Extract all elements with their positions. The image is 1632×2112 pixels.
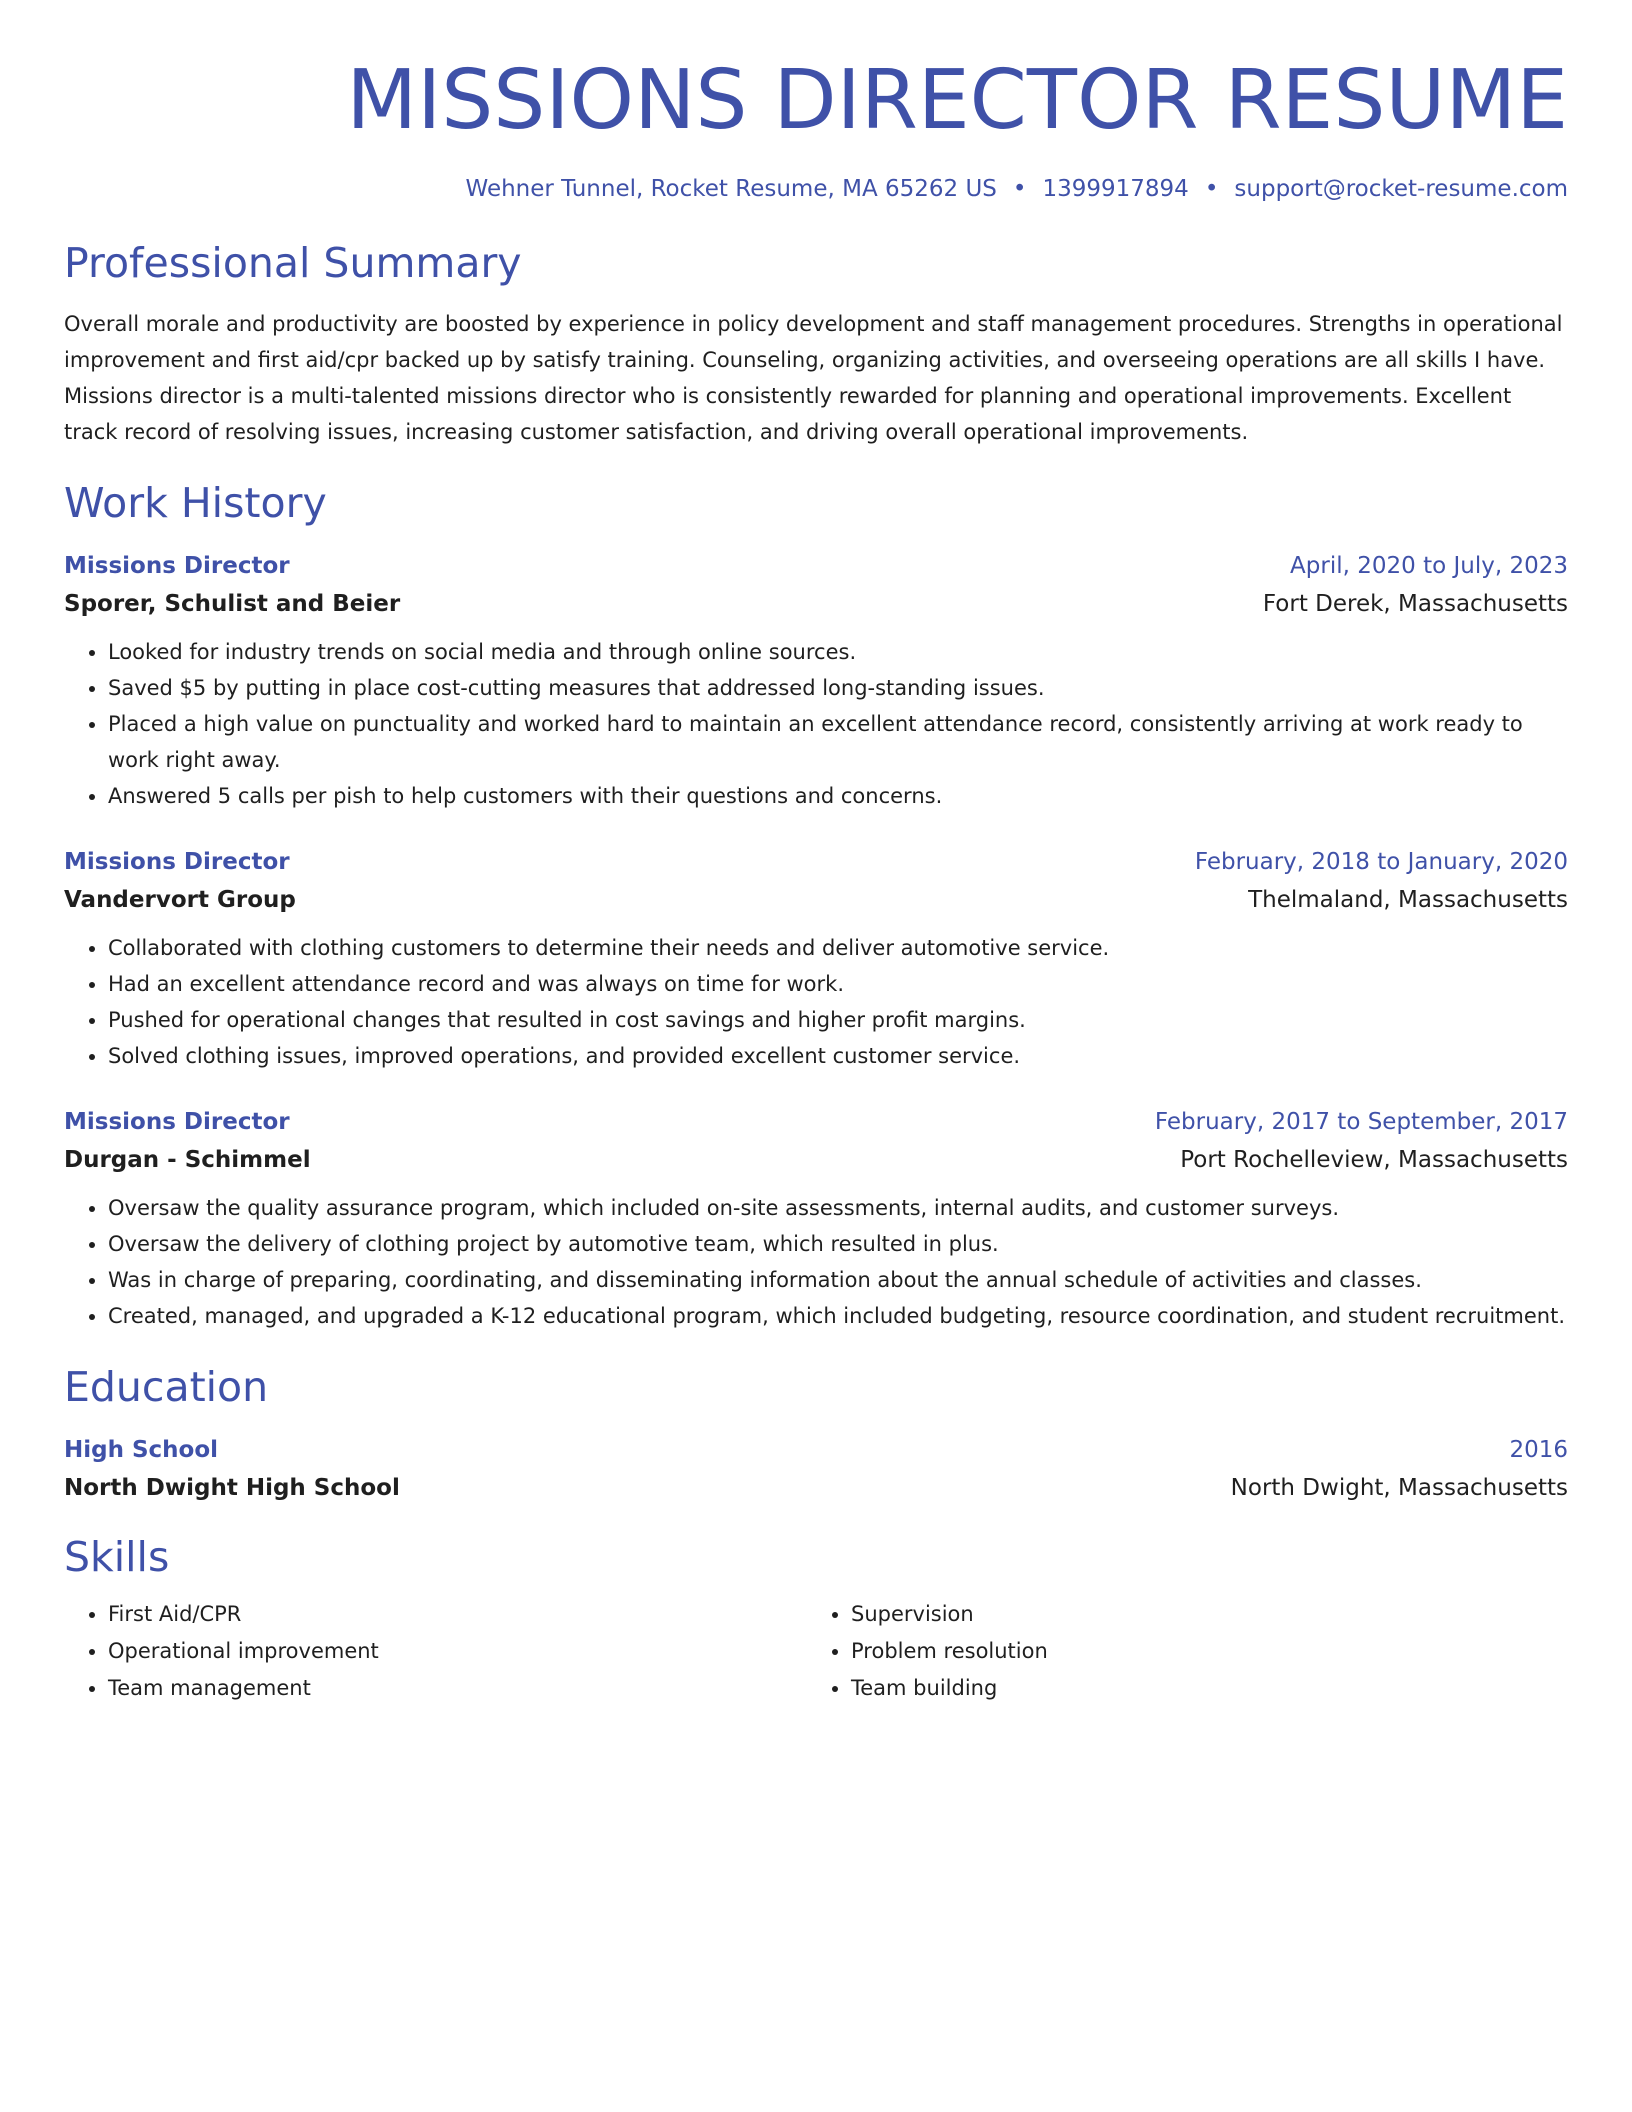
skill-item: • Operational improvement — [108, 1633, 807, 1670]
job-dates: April, 2020 to July, 2023 — [1290, 553, 1568, 579]
job-entry — [64, 548, 1568, 814]
summary-heading: Professional Summary — [64, 239, 522, 287]
job-dates: February, 2018 to January, 2020 — [1194, 849, 1568, 875]
job-bullet: • Answered 5 calls per pish to help customers with their questions and concerns. — [108, 778, 1568, 814]
job-entry — [64, 1104, 1568, 1334]
job-bullet: • Had an excellent attendance record and was always on time for work. — [108, 966, 1568, 1002]
summary-text: Overall morale and productivity are boosted by experience in policy development and staff management procedures. Strengths in operational improvement and first aid/cpr backed up by satisfy training. Counseling, organizing activities, and overseeing operations are all skills I have. Missions director is a multi-talented missions director who is consistently rewarded for planning and operational improvements. Excellent track record of resolving issues, increasing customer satisfaction, and driving overall operational improvements. — [64, 312, 1563, 444]
contact-phone: 1399917894 — [1042, 176, 1189, 202]
job-bullet: • Pushed for operational changes that resulted in cost savings and higher profit margins. — [108, 1002, 1568, 1038]
work-history-heading: Work History — [64, 479, 327, 527]
skill-item: • Team management — [108, 1670, 807, 1707]
skills-heading: Skills — [64, 1533, 170, 1581]
contact-email: support@rocket-resume.com — [1234, 176, 1568, 202]
job-bullet: • Oversaw the delivery of clothing project by automotive team, which resulted in plus. — [108, 1226, 1568, 1262]
resume-title: MISSIONS DIRECTOR RESUME — [346, 53, 1568, 148]
education-location: North Dwight, Massachusetts — [1230, 1475, 1568, 1501]
job-location: Fort Derek, Massachusetts — [1262, 591, 1568, 617]
contact-separator: • — [1204, 176, 1219, 202]
skill-item: • Problem resolution — [851, 1633, 1551, 1670]
job-bullets — [64, 930, 1568, 1074]
job-bullets — [64, 634, 1568, 814]
education-heading: Education — [64, 1363, 269, 1411]
skill-item: • Supervision — [851, 1596, 1551, 1633]
job-bullet: • Solved clothing issues, improved operations, and provided excellent customer service. — [108, 1038, 1568, 1074]
education-school: North Dwight High School — [64, 1475, 400, 1501]
job-location: Thelmaland, Massachusetts — [1248, 887, 1568, 913]
job-bullet: • Collaborated with clothing customers to determine their needs and deliver automotive service. — [108, 930, 1568, 966]
education-degree: High School — [64, 1437, 219, 1463]
job-bullet: • Looked for industry trends on social media and through online sources. — [108, 634, 1568, 670]
job-bullet: • Was in charge of preparing, coordinating, and disseminating information about the annual schedule of activities and classes. — [108, 1262, 1568, 1298]
skill-item: • Team building — [851, 1670, 1551, 1707]
job-bullets — [64, 1190, 1568, 1334]
job-company: Durgan - Schimmel — [64, 1147, 311, 1173]
skills-column — [64, 1596, 807, 1707]
contact-line — [64, 174, 1568, 204]
contact-address: Wehner Tunnel, Rocket Resume, MA 65262 US — [465, 176, 997, 202]
contact-separator: • — [1012, 176, 1027, 202]
resume-page — [64, 50, 1568, 1707]
job-entry — [64, 844, 1568, 1074]
job-bullet: • Oversaw the quality assurance program, which included on-site assessments, internal audits, and customer surveys. — [108, 1190, 1568, 1226]
job-title: Missions Director — [64, 849, 290, 875]
job-company: Sporer, Schulist and Beier — [64, 591, 401, 617]
job-location: Port Rochelleview, Massachusetts — [1180, 1147, 1568, 1173]
job-dates: February, 2017 to September, 2017 — [1154, 1109, 1568, 1135]
job-title: Missions Director — [64, 1109, 290, 1135]
education-year: 2016 — [1509, 1437, 1568, 1463]
skills-list — [64, 1596, 1568, 1707]
job-bullet: • Created, managed, and upgraded a K-12 educational program, which included budgeting, resource coordination, and student recruitment. — [108, 1298, 1568, 1334]
education-entry — [64, 1432, 1568, 1508]
job-bullet: • Saved $5 by putting in place cost-cutting measures that addressed long-standing issues. — [108, 670, 1568, 706]
skill-item: • First Aid/CPR — [108, 1596, 807, 1633]
job-bullet: • Placed a high value on punctuality and worked hard to maintain an excellent attendance record, consistently arriving at work ready to work right away. — [108, 706, 1568, 778]
skills-column — [807, 1596, 1551, 1707]
job-company: Vandervort Group — [64, 887, 296, 913]
job-title: Missions Director — [64, 553, 290, 579]
